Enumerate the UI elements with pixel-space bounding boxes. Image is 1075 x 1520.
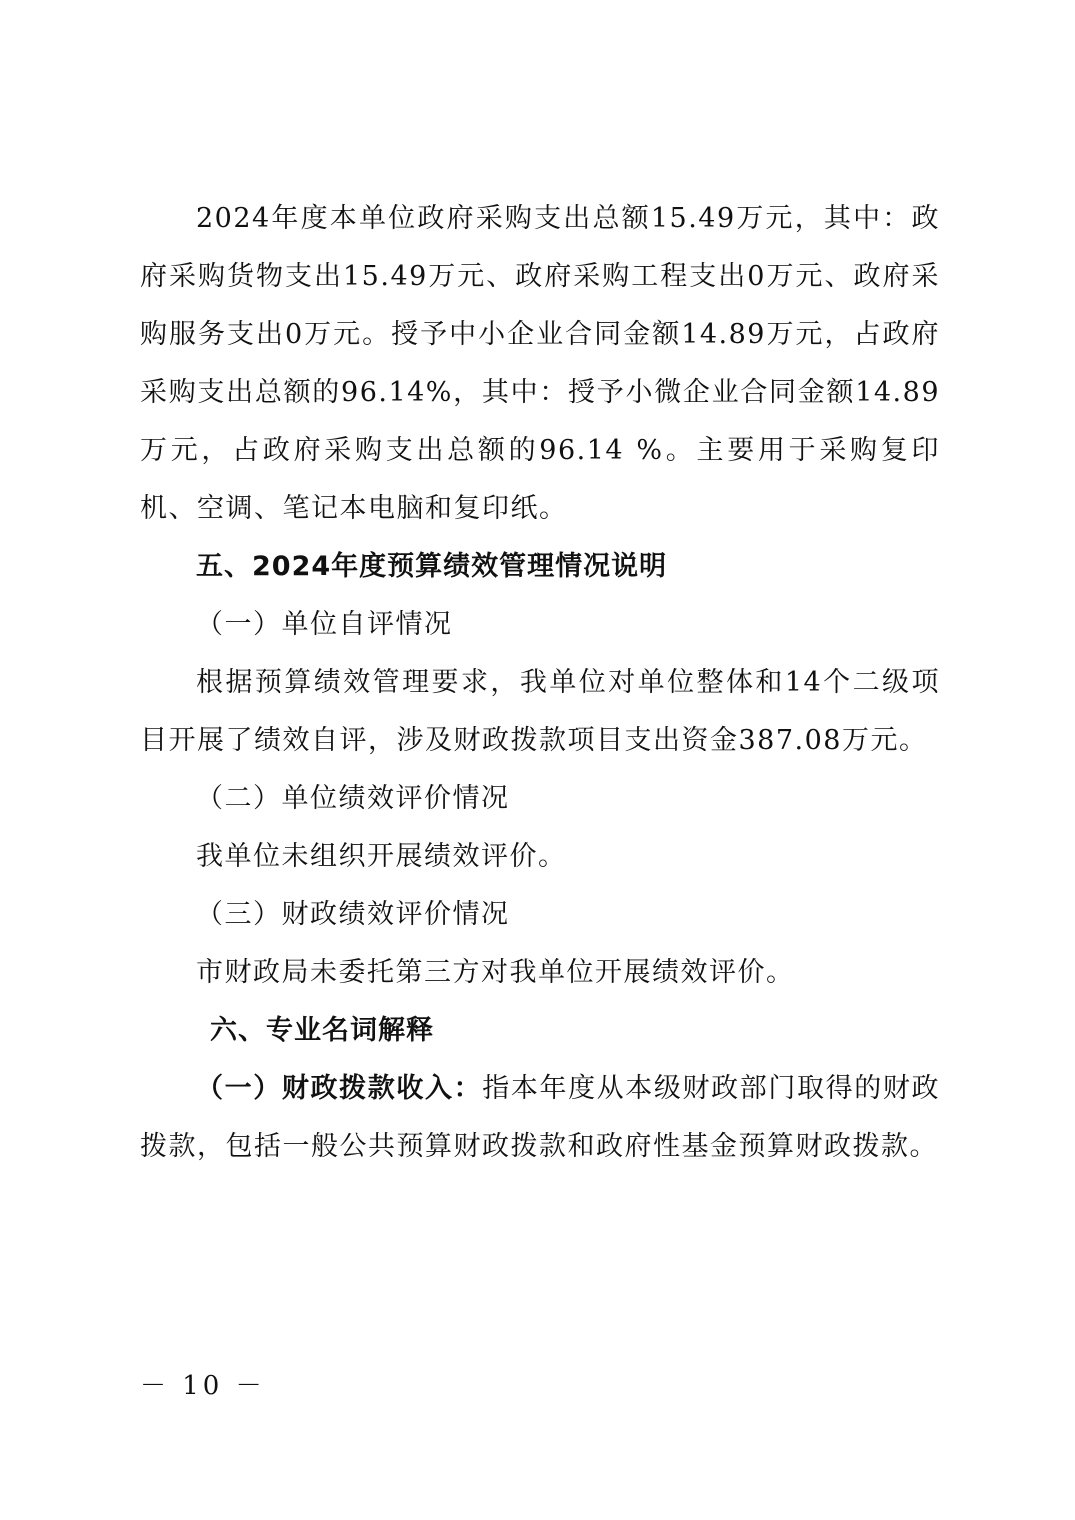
term-1-paragraph bbox=[140, 1060, 940, 1176]
section-6-heading: 六、专业名词解释 bbox=[210, 1015, 434, 1046]
section-5-2-text: 我单位未组织开展绩效评价。 bbox=[196, 841, 567, 872]
section-5-3-text: 市财政局未委托第三方对我单位开展绩效评价。 bbox=[196, 957, 795, 988]
section-5-1-heading: （一）单位自评情况 bbox=[196, 609, 453, 640]
term-1-label: （一）财政拨款收入： bbox=[196, 1073, 483, 1104]
section-5-2-heading: （二）单位绩效评价情况 bbox=[196, 783, 510, 814]
section-5-1-text: 根据预算绩效管理要求，我单位对单位整体和14个二级项目开展了绩效自评，涉及财政拨款项目支出资金387.08万元。 bbox=[140, 667, 940, 756]
section-5-3-heading: （三）财政绩效评价情况 bbox=[196, 899, 510, 930]
document-body bbox=[140, 190, 940, 1176]
procurement-paragraph: 2024年度本单位政府采购支出总额15.49万元，其中：政府采购货物支出15.49万元、政府采购工程支出0万元、政府采购服务支出0万元。授予中小企业合同金额14.89万元，占政府采购支出总额的96.14%，其中：授予小微企业合同金额14.89万元，占政府采购支出总额的96.14 %。主要用于采购复印机、空调、笔记本电脑和复印纸。 bbox=[140, 203, 940, 524]
page-number: － 10 － bbox=[140, 1371, 266, 1401]
section-5-heading: 五、2024年度预算绩效管理情况说明 bbox=[196, 551, 668, 582]
term-1-definition: 指本年度从本级财政部门取得的财政拨款，包括一般公共预算财政拨款和政府性基金预算财政拨款。 bbox=[140, 1073, 941, 1162]
